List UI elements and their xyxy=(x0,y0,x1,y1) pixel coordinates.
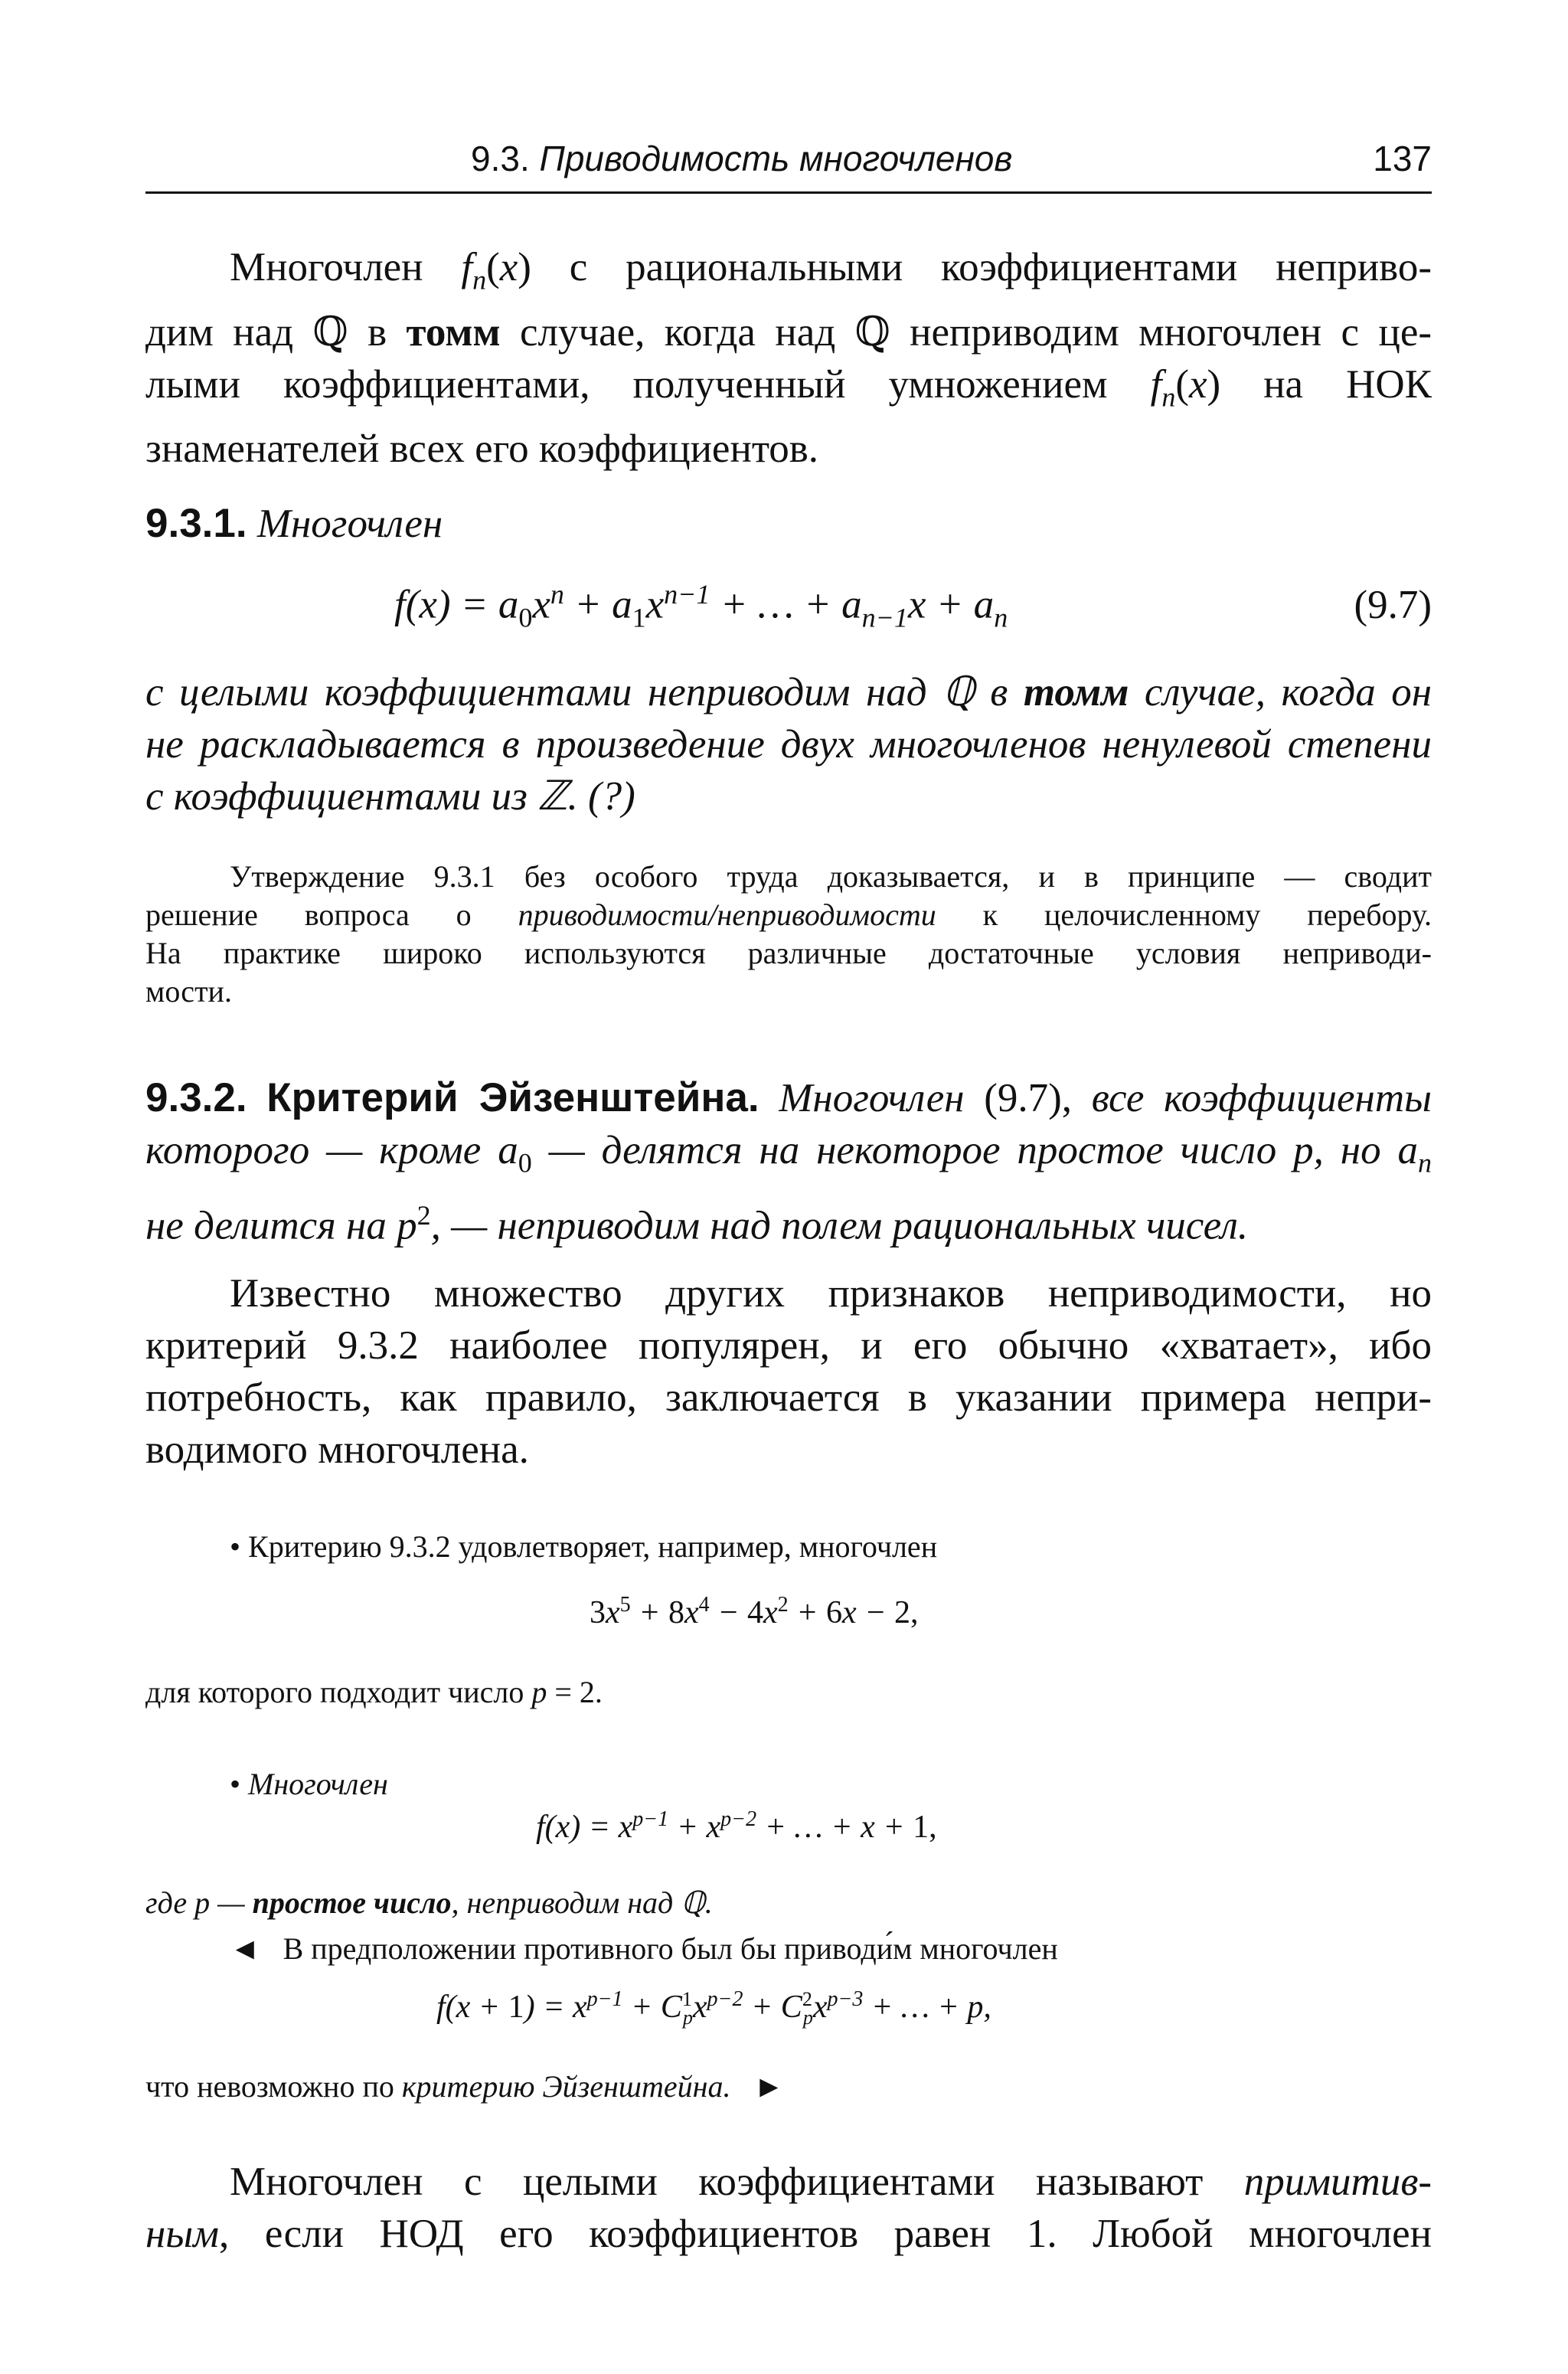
proof-end-icon: ► xyxy=(753,2069,785,2104)
example-1 xyxy=(145,1528,1432,1566)
running-header xyxy=(145,138,1432,194)
header-section-number: 9.3. xyxy=(471,139,530,178)
paragraph-criteria: Известно множество других признаков неприводимости, но критерий 9.3.2 наиболее популярен, и его обычно «хватает», ибо потребность, как правило, заключается в указании примера непри- водимого многочлена. xyxy=(145,1271,1432,1472)
example-1-formula: $3x^5 + 8x^4 - 4x^2 + 6x - 2$, xyxy=(590,1593,919,1630)
criterion-number: 9.3.2. xyxy=(145,1075,247,1120)
proof-text: В предположении противного был бы приводи́м многочлен xyxy=(283,1931,1058,1966)
bullet-icon: • xyxy=(230,1767,241,1801)
proof-start-icon: ◄ xyxy=(230,1931,260,1966)
header-section-title: Приводимость многочленов xyxy=(539,139,1013,178)
example-1-after: для которого подходит число p = 2. xyxy=(145,1675,603,1709)
bullet-icon: • xyxy=(230,1529,241,1564)
statement-lead: Многочлен xyxy=(256,502,443,546)
example-1-text: Критерию 9.3.2 удовлетворяет, например, многочлен xyxy=(248,1529,938,1564)
page-number: 137 xyxy=(1373,139,1432,178)
remark-paragraph: Утверждение 9.3.1 без особого труда доказывается, и в принципе — сводит решение вопроса о приводимости/неприводимости к целочисленному перебору. На практике широко используются различные достаточные условия неприводи- мости. xyxy=(145,859,1432,1009)
proof-formula: $f(x + 1) = x^{p-1} + C^1_px^{p-2} + C^2_px^{p-3}$ + … + p, xyxy=(436,1987,991,2029)
formula-9-7: $f(x) = a_0x^n + a_1x^{n-1}$ + … + $a_{n-1}x + a_n$ xyxy=(394,579,1008,633)
header-title xyxy=(471,138,1012,179)
statement-number: 9.3.1. xyxy=(145,501,247,546)
example-2-lead: Многочлен xyxy=(248,1767,388,1801)
proof-end: что невозможно по критерию Эйзенштейна. ► xyxy=(145,2069,785,2104)
statement-9-3-1-lead xyxy=(145,498,1432,550)
statement-9-3-1-text: с целыми коэффициентами неприводим над ℚ в томм случае, когда он не раскладывается в произведение двух многочленов ненулевой степени с коэффициентами из ℤ. (?) xyxy=(145,670,1432,819)
example-2 xyxy=(145,1765,1432,1803)
paragraph-primitive: Многочлен с целыми коэффициентами называют примитив- ным, если НОД его коэффициентов равен 1. Любой многочлен xyxy=(145,2160,1432,2256)
paragraph-intro: Многочлен $f_n(x)$ с рациональными коэффициентами неприво- дим над ℚ в томм случае, когда над ℚ неприводим многочлен с це- лыми коэффициентами, полученный умножением $f_n(x)$ на НОК знаменателей всех его коэффициентов. xyxy=(145,245,1432,472)
proof-open xyxy=(145,1930,1432,1968)
criterion-name: Критерий Эйзенштейна. xyxy=(266,1075,760,1120)
example-2-formula: $f(x) = x^{p-1} + x^{p-2}$ + … + x + 1, xyxy=(536,1807,937,1845)
equation-number: (9.7) xyxy=(1354,583,1432,627)
example-2-after: где p — простое число, неприводим над ℚ. xyxy=(145,1885,713,1920)
statement-9-3-2: 9.3.2. Критерий Эйзенштейна. Многочлен (9.7), все коэффициенты которого — кроме $a_0$ — делятся на некоторое простое число p, но $a_n$ не делится на $p^2$, — неприводим над полем рациональных чисел. xyxy=(145,1075,1432,1248)
